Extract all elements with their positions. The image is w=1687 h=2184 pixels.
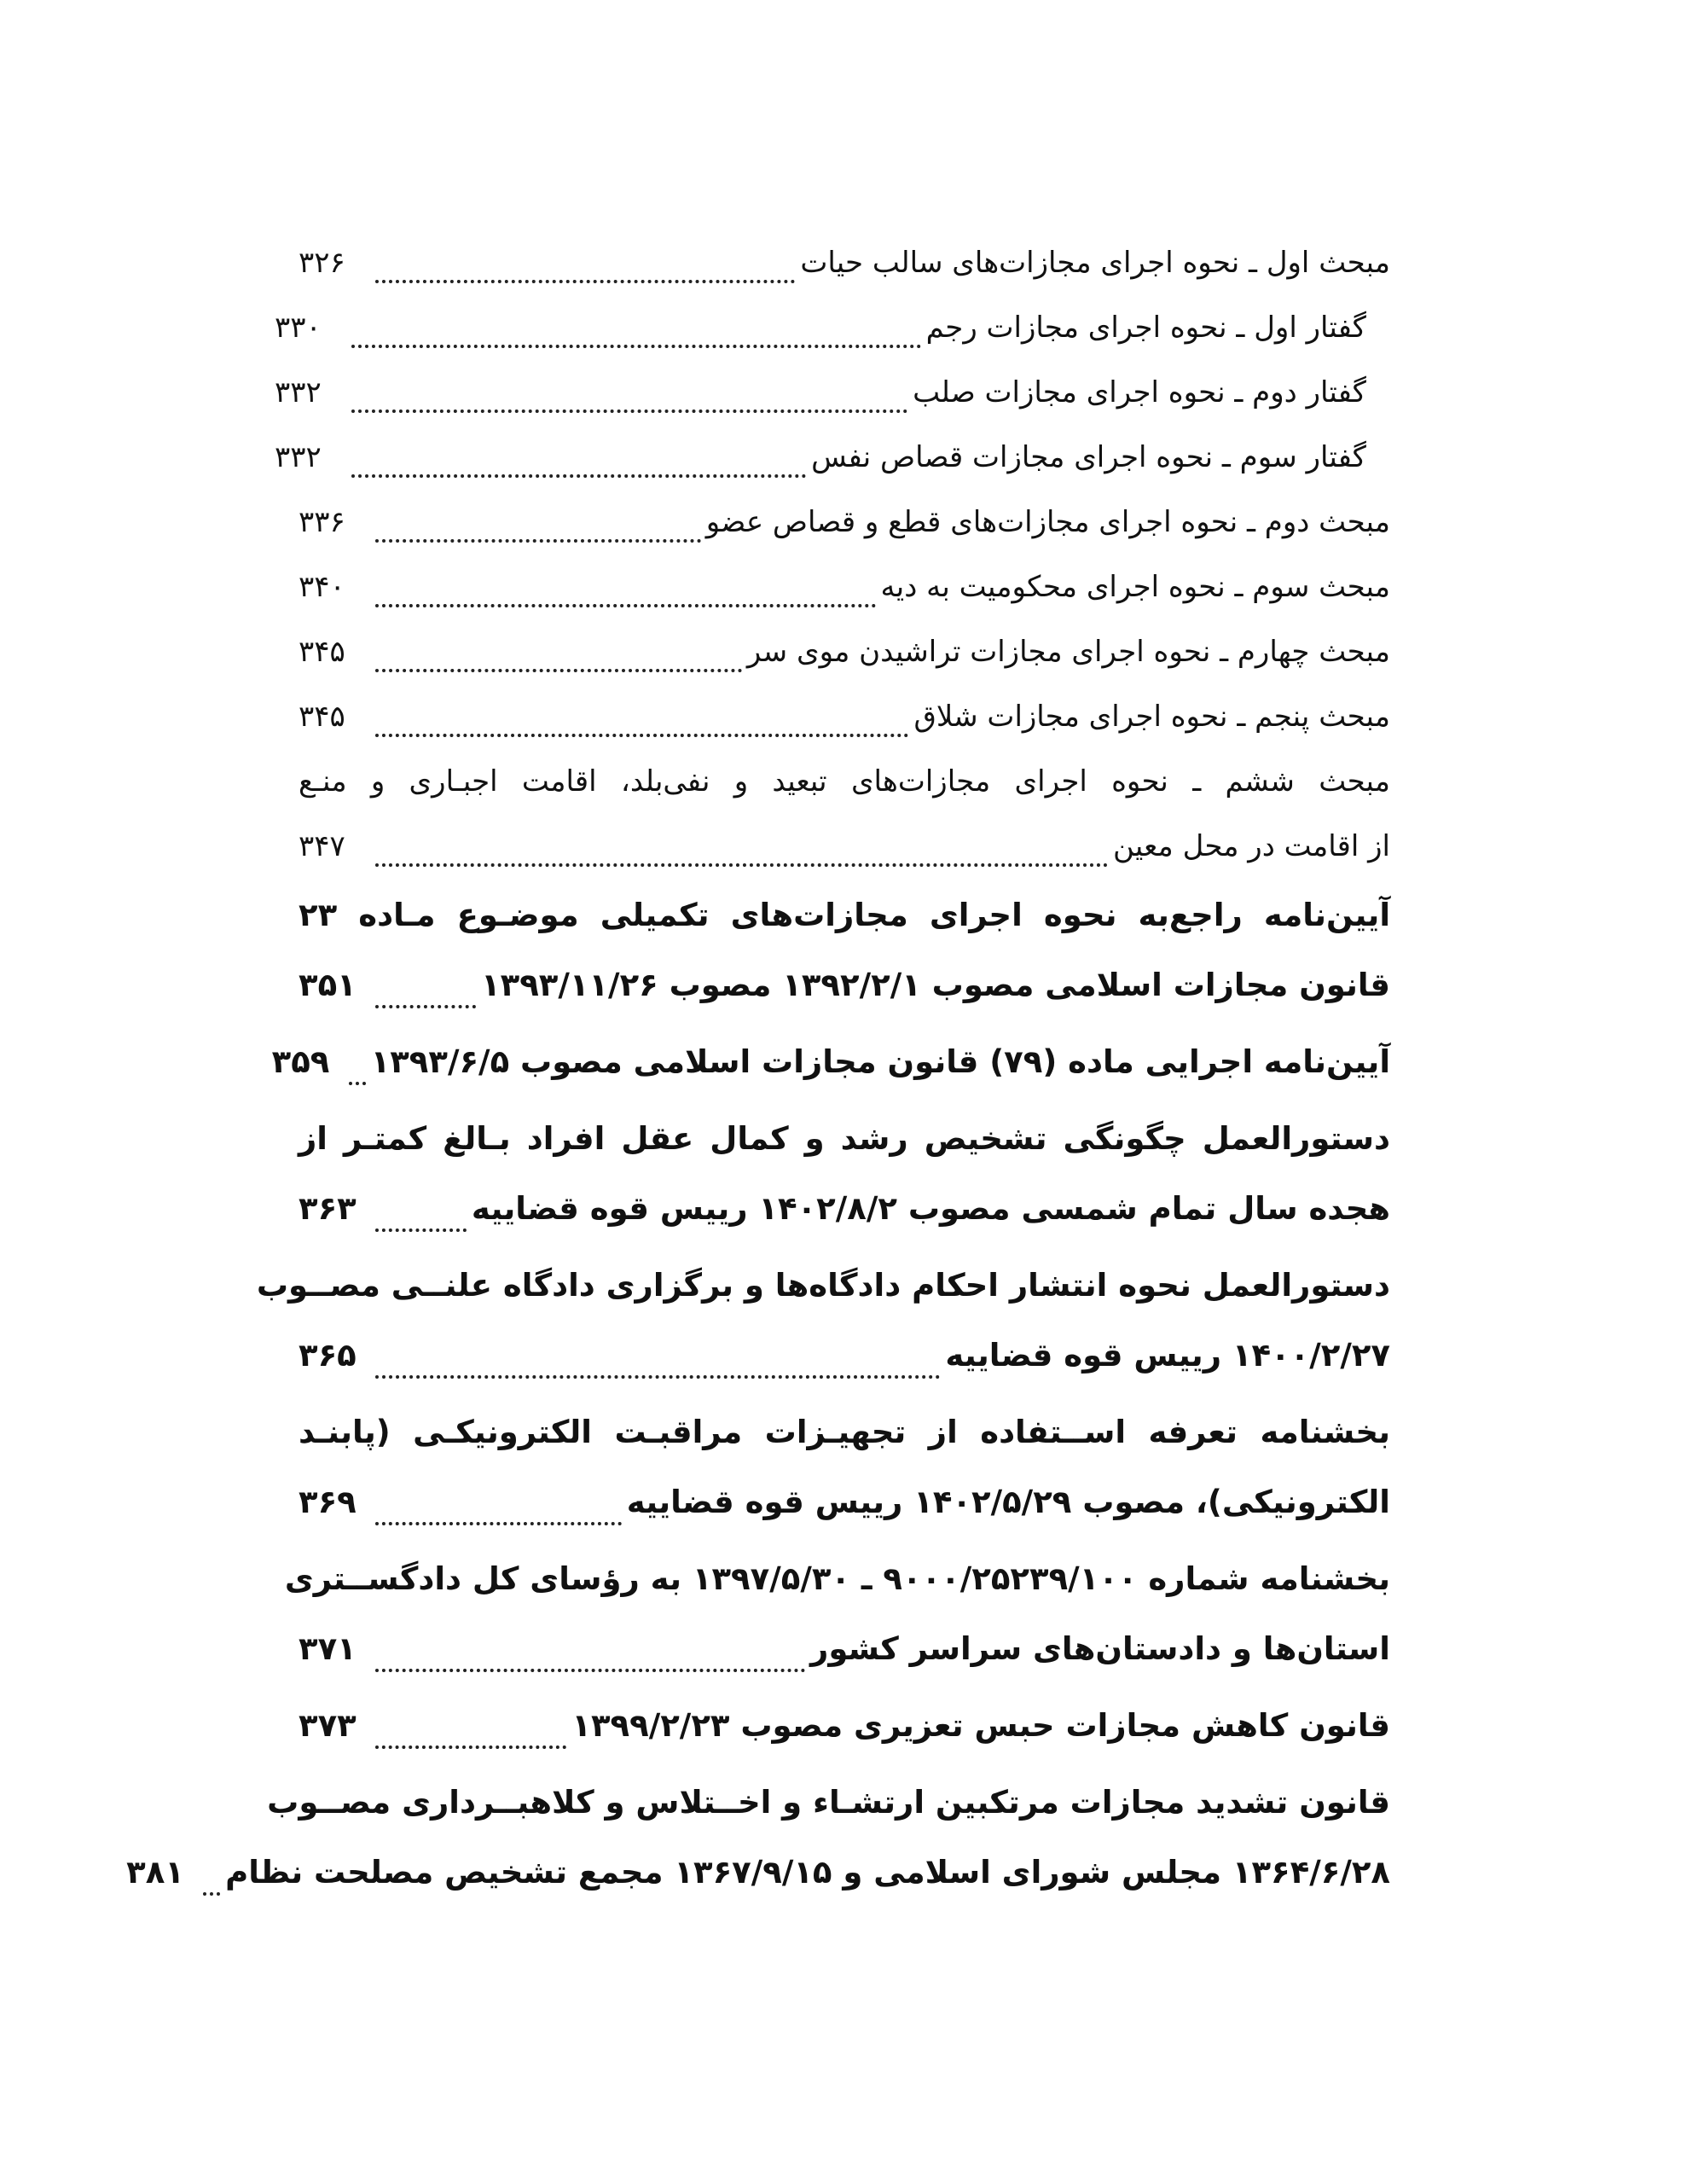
toc-entry-title: مبحث اول ـ نحوه اجرای مجازات‌های سالب حیات	[800, 246, 1390, 280]
toc-entry-bold[interactable]	[256, 1251, 1390, 1391]
toc-entry-title-line1: آیین‌نامه راجع‌به نحوه اجرای مجازات‌های تکمیلی موضـوع مـاده ۲۳	[299, 897, 1390, 933]
toc-entry-last-line	[299, 814, 1390, 879]
toc-entry[interactable]	[299, 684, 1390, 749]
toc-entry-title: مبحث سوم ـ نحوه اجرای محکومیت به دیه	[880, 570, 1390, 604]
toc-entry-title-line2: از اقامت در محل معین	[1113, 829, 1390, 863]
table-of-contents	[126, 230, 1390, 1913]
toc-entry[interactable]	[299, 555, 1390, 619]
toc-entry-title: مبحث دوم ـ نحوه اجرای مجازات‌های قطع و قصاص عضو	[705, 505, 1390, 539]
toc-entry-page: ۳۶۳	[299, 1190, 357, 1227]
dot-leader	[351, 410, 907, 413]
toc-entry-page: ۳۳۲	[275, 440, 322, 474]
toc-entry-bold[interactable]	[299, 1691, 1390, 1761]
toc-entry[interactable]	[275, 295, 1390, 360]
toc-entry-bold[interactable]	[299, 1397, 1390, 1537]
toc-entry-title-line2: الکترونیکی)، مصوب ۱۴۰۲/۵/۲۹ رییس قوه قضاییه	[626, 1484, 1390, 1520]
toc-entry-page: ۳۴۵	[299, 635, 345, 669]
toc-entry-page: ۳۳۲	[275, 375, 322, 410]
toc-entry-title-line2: استان‌ها و دادستان‌های سراسر کشور	[810, 1630, 1390, 1667]
toc-entry-last-line	[271, 1027, 1390, 1097]
toc-entry-title-line2: آیین‌نامه اجرایی ماده (۷۹) قانون مجازات اسلامی مصوب ۱۳۹۳/۶/۵	[370, 1043, 1390, 1080]
toc-entry-last-line	[299, 1467, 1390, 1537]
dot-leader	[375, 1522, 622, 1525]
toc-entry-last-line	[299, 1691, 1390, 1761]
toc-entry-bold[interactable]	[299, 880, 1390, 1020]
dot-leader	[349, 1082, 366, 1085]
toc-entry-last-line	[299, 950, 1390, 1020]
toc-entry-bold[interactable]	[271, 1027, 1390, 1097]
toc-entry-page: ۳۷۱	[299, 1630, 357, 1667]
toc-entry-page: ۳۴۷	[299, 829, 345, 863]
toc-entry-title: مبحث چهارم ـ نحوه اجرای مجازات تراشیدن موی سر	[746, 635, 1390, 669]
dot-leader	[375, 1669, 805, 1672]
dot-leader	[375, 604, 876, 607]
toc-entry-title-line1: بخشنامه تعرفه اســتفاده از تجهیـزات مراقبـت الکترونیکـی (پابنـد	[299, 1414, 1390, 1450]
toc-entry-multiline[interactable]	[299, 749, 1390, 879]
toc-entry-title-line1: بخشنامه شماره ۹۰۰۰/۲۵۲۳۹/۱۰۰ ـ ۱۳۹۷/۵/۳۰ به رؤسای کل دادگســتری	[284, 1560, 1390, 1597]
toc-entry-last-line	[299, 1174, 1390, 1244]
dot-leader	[375, 863, 1108, 867]
toc-entry-page: ۳۸۱	[126, 1854, 184, 1891]
toc-entry-last-line	[299, 1614, 1390, 1684]
toc-entry-bold[interactable]	[284, 1544, 1390, 1684]
toc-entry-title-line2: ۱۴۰۰/۲/۲۷ رییس قوه قضاییه	[945, 1337, 1390, 1374]
toc-entry-page: ۳۲۶	[299, 246, 345, 280]
toc-entry-page: ۳۵۹	[271, 1043, 330, 1080]
toc-entry-title-line1: دستورالعمل نحوه انتشار احکام دادگاه‌ها و برگزاری دادگاه علنــی مصــوب	[256, 1267, 1390, 1304]
toc-entry[interactable]	[275, 425, 1390, 490]
toc-entry-page: ۳۶۵	[299, 1337, 357, 1374]
toc-entry-title: گفتار اول ـ نحوه اجرای مجازات رجم	[925, 311, 1366, 345]
toc-entry-title: گفتار دوم ـ نحوه اجرای مجازات صلب	[913, 375, 1366, 410]
dot-leader	[375, 539, 701, 543]
dot-leader	[375, 1375, 940, 1379]
dot-leader	[203, 1892, 220, 1896]
toc-entry[interactable]	[299, 490, 1390, 555]
dot-leader	[375, 734, 908, 737]
toc-entry-title-line2: ۱۳۶۴/۶/۲۸ مجلس شورای اسلامی و ۱۳۶۷/۹/۱۵ مجمع تشخیص مصلحت نظام	[225, 1854, 1390, 1891]
toc-entry-page: ۳۴۵	[299, 700, 345, 734]
toc-entry-last-line	[299, 1321, 1390, 1391]
toc-entry-page: ۳۵۱	[299, 967, 357, 1003]
toc-entry-page: ۳۳۰	[275, 311, 322, 345]
toc-entry-page: ۳۳۶	[299, 505, 345, 539]
dot-leader	[351, 345, 921, 348]
toc-entry[interactable]	[299, 619, 1390, 684]
toc-entry-title: مبحث پنجم ـ نحوه اجرای مجازات شلاق	[913, 700, 1390, 734]
dot-leader	[375, 669, 742, 672]
toc-entry-title: گفتار سوم ـ نحوه اجرای مجازات قصاص نفس	[811, 440, 1366, 474]
toc-entry-last-line	[126, 1838, 1390, 1908]
toc-entry-title-line1: قانون تشدید مجازات مرتکبین ارتشـاء و اخــتلاس و کلاهبــرداری مصــوب	[267, 1784, 1390, 1821]
dot-leader	[375, 1228, 467, 1232]
dot-leader	[375, 1745, 566, 1749]
toc-entry[interactable]	[275, 360, 1390, 425]
toc-entry-title-line2: هجده سال تمام شمسی مصوب ۱۴۰۲/۸/۲ رییس قوه قضاییه	[471, 1190, 1390, 1227]
toc-entry-page: ۳۴۰	[299, 570, 345, 604]
toc-entry-title-line2: قانون کاهش مجازات حبس تعزیری مصوب ۱۳۹۹/۲/۲۳	[571, 1707, 1390, 1744]
toc-entry-page: ۳۷۳	[299, 1707, 357, 1744]
toc-entry-bold[interactable]	[126, 1768, 1390, 1908]
dot-leader	[375, 280, 795, 283]
toc-entry[interactable]	[299, 230, 1390, 295]
toc-entry-title-line2: قانون مجازات اسلامی مصوب ۱۳۹۲/۲/۱ مصوب ۱۳۹۳/۱۱/۲۶	[481, 967, 1390, 1003]
toc-entry-page: ۳۶۹	[299, 1484, 357, 1520]
dot-leader	[351, 474, 806, 478]
toc-entry-title-line1: دستورالعمل چگونگی تشخیص رشد و کمال عقل افراد بـالغ کمتـر از	[299, 1120, 1390, 1157]
toc-entry-bold[interactable]	[299, 1104, 1390, 1244]
toc-entry-title-line1: مبحث ششم ـ نحوه اجرای مجازات‌های تبعید و نفی‌بلد، اقامت اجبـاری و منـع	[299, 764, 1390, 799]
dot-leader	[375, 1005, 476, 1008]
